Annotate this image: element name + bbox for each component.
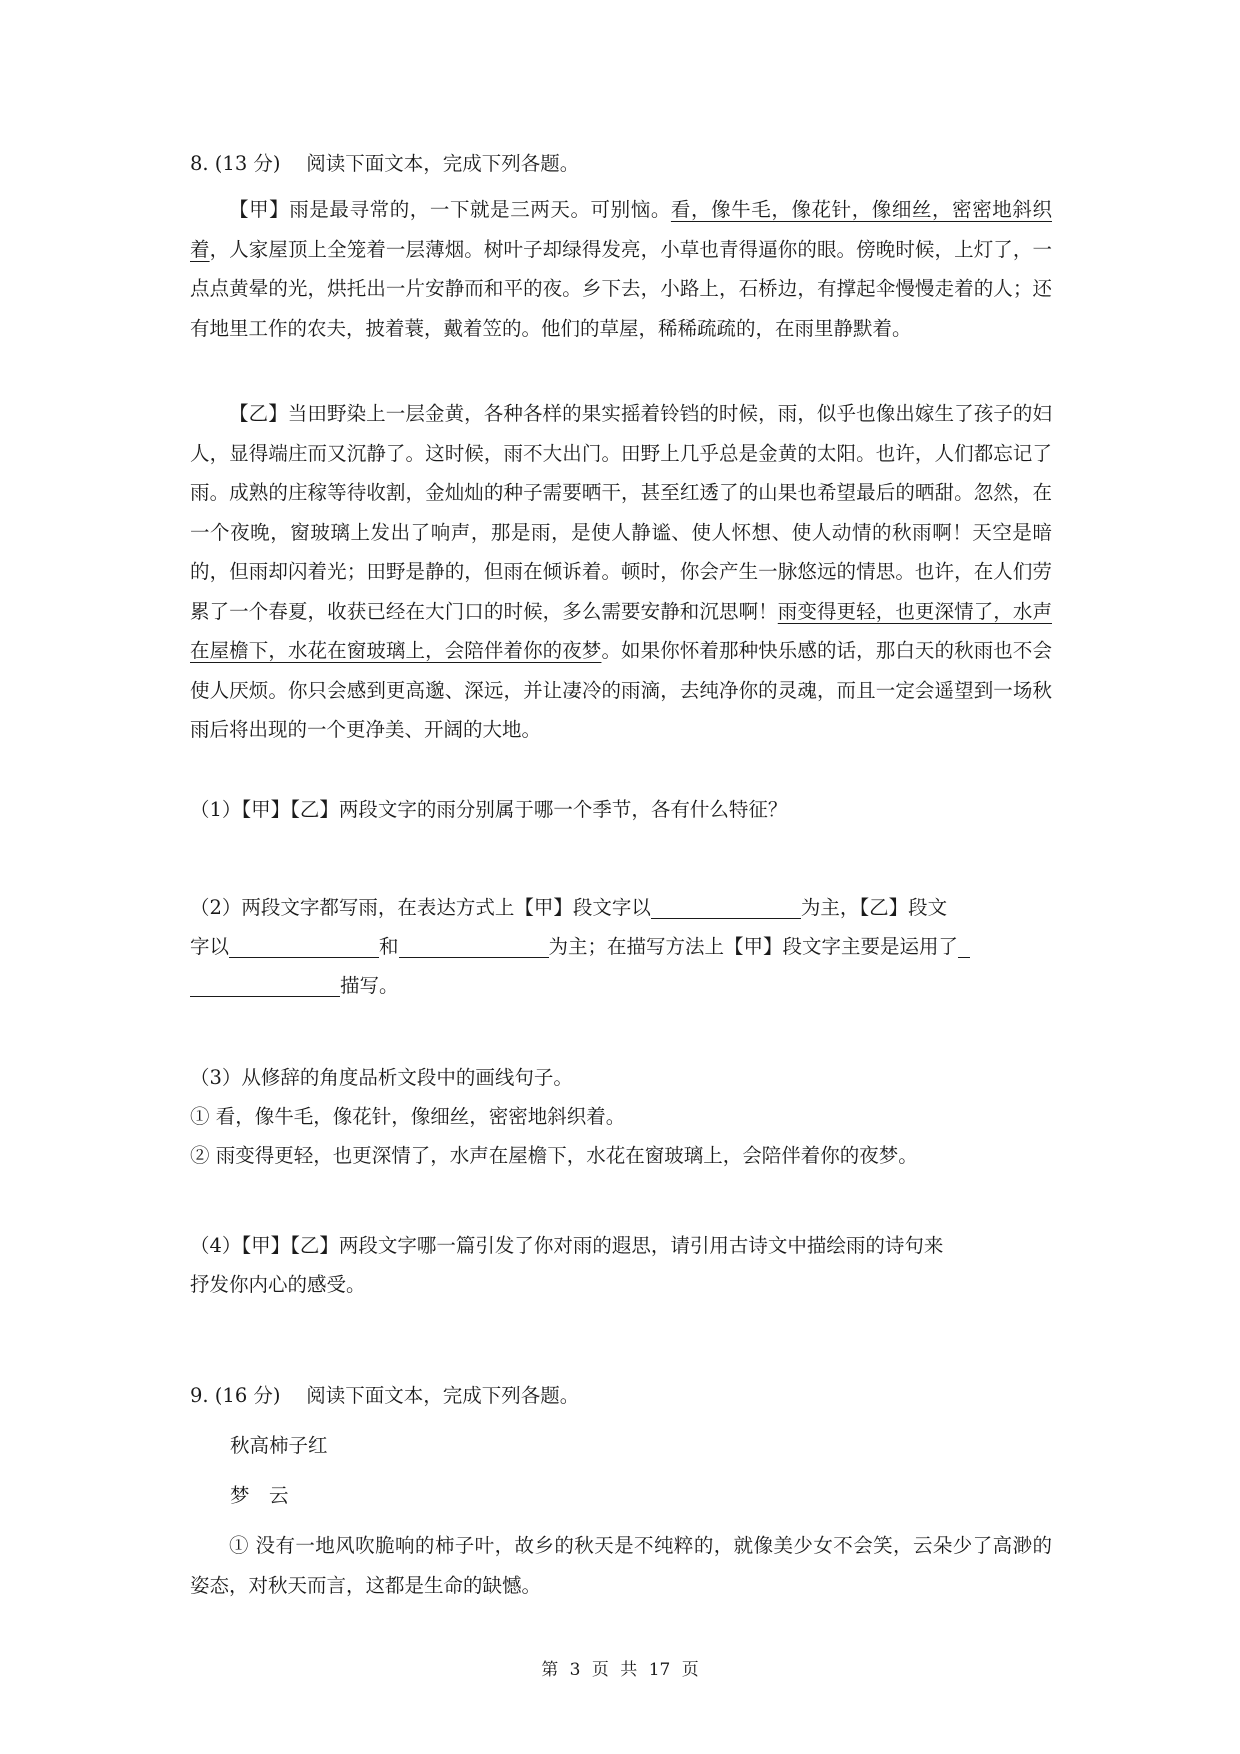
subquestion-2-text: 字以 <box>190 935 230 958</box>
subquestion-2-line-1 <box>190 888 1052 927</box>
subquestion-2 <box>190 888 1052 1005</box>
answer-blank[interactable] <box>399 956 549 958</box>
subquestion-2-text: 为主；在描写方法上【甲】段文字主要是运用了 <box>548 935 959 958</box>
article-author: 梦 云 <box>230 1484 289 1507</box>
passage-yi-text-a: 【乙】当田野染上一层金黄，各种各样的果实摇着铃铛的时候，雨，似乎也像出嫁生了孩子的妇人，显得端庄而又沉静了。这时候，雨不大出门。田野上几乎总是金黄的太阳。也许，人们都忘记了雨。成熟的庄稼等待收割，金灿灿的种子需要晒干，甚至红透了的山果也希望最后的晒甜。忽然，在一个夜晚，窗玻璃上发出了响声，那是雨，是使人静谧、使人怀想、使人动情的秋雨啊！天空是暗的，但雨却闪着光；田野是静的，但雨在倾诉着。顿时，你会产生一脉悠远的情思。也许，在人们劳累了一个春夏，收获已经在大门口的时候，多么需要安静和沉思啊！ <box>190 402 1052 623</box>
answer-blank[interactable] <box>651 917 801 919</box>
subquestion-3-prompt: （3）从修辞的角度品析文段中的画线句子。 <box>190 1066 573 1089</box>
article-title: 秋高柿子红 <box>230 1434 328 1457</box>
article-paragraph-1: ① 没有一地风吹脆响的柿子叶，故乡的秋天是不纯粹的，就像美少女不会笑，云朵少了高渺的姿态，对秋天而言，这都是生命的缺憾。 <box>190 1534 1052 1597</box>
passage-jia-text-b: ，人家屋顶上全笼着一层薄烟。树叶子却绿得发亮，小草也青得逼你的眼。傍晚时候，上灯了，一点点黄晕的光，烘托出一片安静而和平的夜。乡下去，小路上，石桥边，有撑起伞慢慢走着的人；还有地里工作的农夫，披着蓑，戴着笠的。他们的草屋，稀稀疏疏的，在雨里静默着。 <box>190 237 1052 340</box>
passage-jia-underlined-sentence: 看，像牛毛，像花针，像细丝，密密地斜织着 <box>190 198 1052 261</box>
passage-jia <box>190 190 1052 348</box>
subquestion-2-line-3 <box>190 966 1052 1005</box>
subquestion-2-text: （2）两段文字都写雨，在表达方式上【甲】段文字以 <box>190 896 651 919</box>
passage-yi <box>190 394 1052 750</box>
subquestion-3-item-1: ① 看，像牛毛，像花针，像细丝，密密地斜织着。 <box>190 1105 626 1128</box>
subquestion-2-text: 和 <box>379 935 399 958</box>
passage-yi-underlined-sentence: 雨变得更轻，也更深情了，水声在屋檐下，水花在窗玻璃上，会陪伴着你的夜梦 <box>190 599 1052 662</box>
page-number-footer: 第 3 页 共 17 页 <box>541 1660 699 1680</box>
subquestion-1: （1）【甲】【乙】两段文字的雨分别属于哪一个季节，各有什么特征？ <box>190 798 788 821</box>
subquestion-2-line-2 <box>190 927 1052 966</box>
question-8-heading: 8. (13 分) 阅读下面文本，完成下列各题。 <box>190 152 580 175</box>
subquestion-3-item-2: ② 雨变得更轻，也更深情了，水声在屋檐下，水花在窗玻璃上，会陪伴着你的夜梦。 <box>190 1144 918 1167</box>
answer-blank[interactable] <box>190 995 340 997</box>
passage-jia-text-a: 【甲】雨是最寻常的，一下就是三两天。可别恼。 <box>229 198 671 221</box>
subquestion-3 <box>190 1058 1052 1175</box>
subquestion-2-text: 为主，【乙】段文 <box>800 896 948 919</box>
passage-yi-text-b: 。如果你怀着那种快乐感的话，那白天的秋雨也不会使人厌烦。你只会感到更高邈、深远，并让凄冷的雨滴，去纯净你的灵魂，而且一定会遥望到一场秋雨后将出现的一个更净美、开阔的大地。 <box>190 639 1052 741</box>
answer-blank[interactable] <box>958 956 970 958</box>
answer-blank[interactable] <box>229 956 379 958</box>
subquestion-4-line-1: （4）【甲】【乙】两段文字哪一篇引发了你对雨的遐思，请引用古诗文中描绘雨的诗句来 <box>190 1234 944 1257</box>
question-9-heading: 9. (16 分) 阅读下面文本，完成下列各题。 <box>190 1384 580 1407</box>
subquestion-4 <box>190 1226 1052 1304</box>
subquestion-2-text: 描写。 <box>340 974 399 997</box>
subquestion-4-line-2: 抒发你内心的感受。 <box>190 1273 366 1296</box>
